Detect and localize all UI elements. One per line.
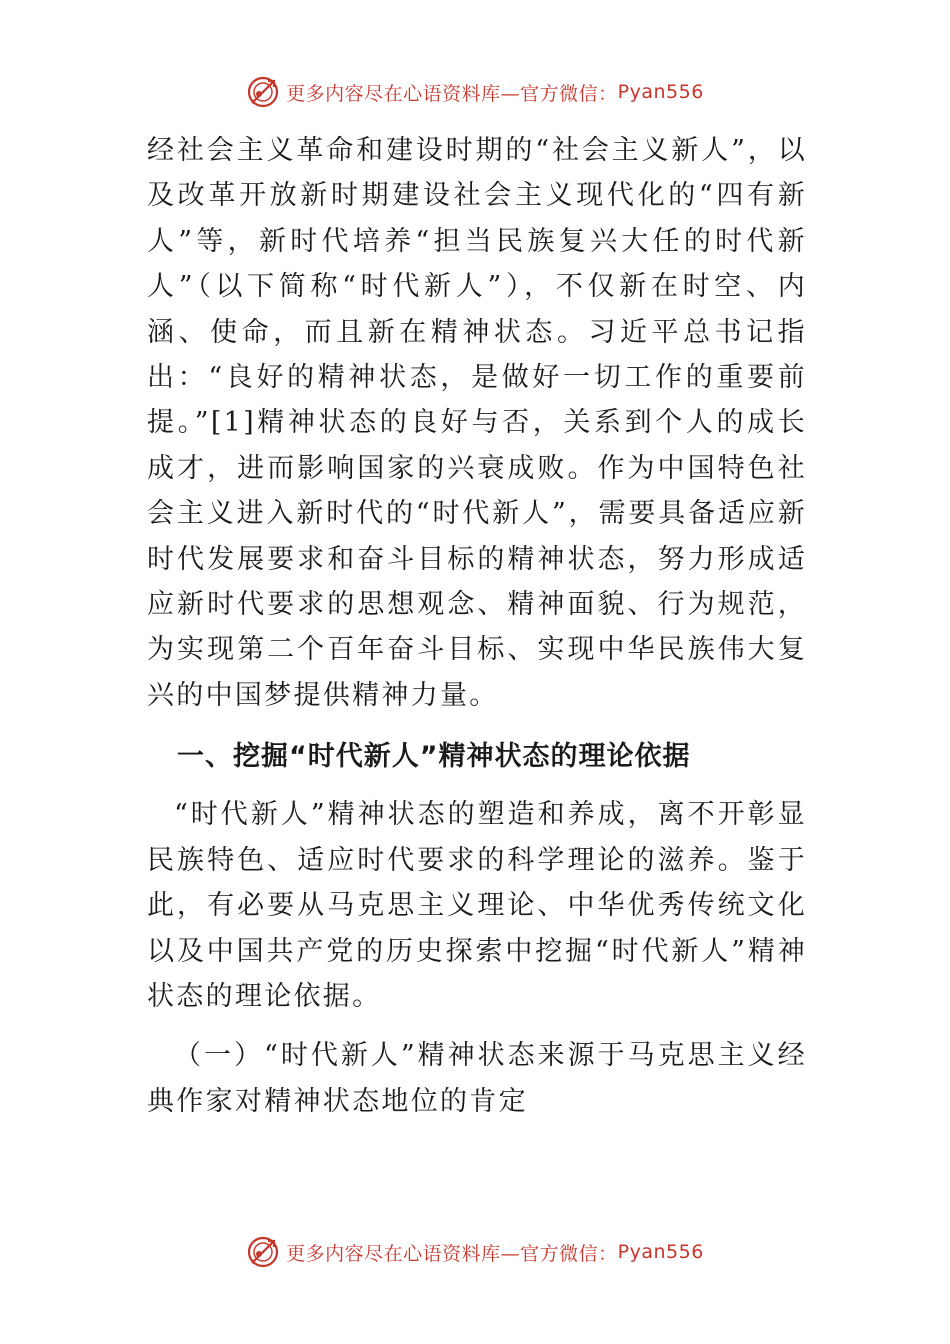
header-banner <box>0 72 950 112</box>
banner-text: 更多内容尽在心语资料库—官方微信： <box>286 82 618 105</box>
banner-wechat-id: Pyan556 <box>617 81 704 103</box>
subheading: （一）“时代新人”精神状态来源于马克思主义经典作家对精神状态地位的肯定 <box>147 1040 807 1117</box>
body-paragraph: 经社会主义革命和建设时期的“社会主义新人”，以及改革开放新时期建设社会主义现代化的“四有新人”等，新时代培养“担当民族复兴大任的时代新人”（以下简称“时代新人”），不仅新在时空、内涵、使命，而且新在精神状态。习近平总书记指出：“良好的精神状态，是做好一切工作的重要前提。”[1]精神状态的良好与否，关系到个人的成长成才，进而影响国家的兴衰成败。作为中国特色社会主义进入新时代的“时代新人”，需要具备适应新时代发展要求和奋斗目标的精神状态，努力形成适应新时代要求的思想观念、精神面貌、行为规范，为实现第二个百年奋斗目标、实现中华民族伟大复兴的中国梦提供精神力量。 <box>147 135 807 711</box>
footer-banner <box>0 1232 950 1272</box>
document-body <box>147 128 807 1124</box>
section-heading: 一、挖掘“时代新人”精神状态的理论依据 <box>177 741 691 773</box>
section-paragraph: “时代新人”精神状态的塑造和养成，离不开彰显民族特色、适应时代要求的科学理论的滋养。鉴于此，有必要从马克思主义理论、中华优秀传统文化以及中国共产党的历史探索中挖掘“时代新人”精神状态的理论依据。 <box>147 799 807 1012</box>
logo-icon <box>246 75 280 109</box>
banner-wechat-id: Pyan556 <box>617 1241 704 1263</box>
logo-icon <box>246 1235 280 1269</box>
banner-text: 更多内容尽在心语资料库—官方微信： <box>286 1242 618 1265</box>
